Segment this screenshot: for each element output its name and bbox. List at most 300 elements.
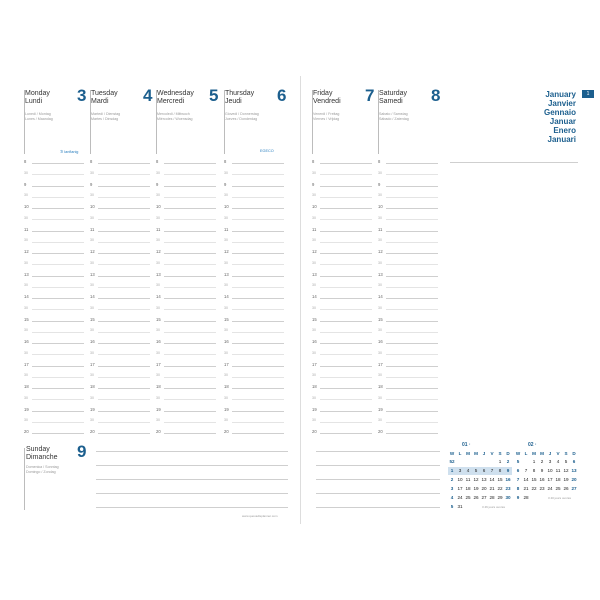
hour-label: 8 xyxy=(378,159,381,164)
calendar-day[interactable]: 8 xyxy=(516,486,520,491)
notes-line[interactable] xyxy=(316,465,440,466)
calendar-day[interactable]: 4 xyxy=(464,467,472,475)
hour-label: 8 xyxy=(90,159,93,164)
half-hour-mark: 30 xyxy=(312,193,316,197)
calendar-day[interactable]: 28 xyxy=(523,495,529,500)
calendar-day[interactable]: 28 xyxy=(489,495,495,500)
hour-label: 13 xyxy=(312,271,317,277)
hour-line xyxy=(164,433,216,434)
hour-line xyxy=(32,186,84,187)
calendar-day[interactable]: 15 xyxy=(531,477,537,482)
hour-line xyxy=(164,231,216,232)
calendar-day[interactable]: 24 xyxy=(547,486,553,491)
calendar-day[interactable]: 24 xyxy=(457,495,463,500)
half-hour-line xyxy=(98,377,150,378)
sunday-line[interactable] xyxy=(96,465,288,466)
half-hour-mark: 30 xyxy=(90,395,94,400)
hour-line xyxy=(386,433,438,434)
hour-label: 8 xyxy=(156,159,159,164)
day-name-en: Tuesday xyxy=(91,90,118,97)
half-hour-line xyxy=(386,399,438,400)
calendar-day[interactable]: 19 xyxy=(473,486,479,491)
calendar-day[interactable]: 30 xyxy=(505,495,511,500)
day-name-en: Thursday xyxy=(225,90,255,97)
calendar-day[interactable]: 23 xyxy=(539,486,545,491)
half-hour-line xyxy=(32,174,84,175)
calendar-day[interactable]: 18 xyxy=(555,477,561,482)
hour-label: 19 xyxy=(156,406,161,412)
calendar-day[interactable]: 20 xyxy=(571,477,577,482)
day-sub1: Lunedi / Montag xyxy=(25,112,51,116)
hour-line xyxy=(320,163,372,164)
half-hour-mark: 30 xyxy=(224,170,228,175)
hour-line xyxy=(164,298,216,299)
notes-line[interactable] xyxy=(316,507,440,508)
half-hour-mark: 30 xyxy=(90,350,94,355)
half-hour-line xyxy=(232,287,284,288)
calendar-day[interactable]: 10 xyxy=(457,477,463,482)
day-name-en: Saturday xyxy=(379,90,408,97)
half-hour-line xyxy=(32,399,84,400)
calendar-day[interactable]: 6 xyxy=(572,459,576,464)
hour-line xyxy=(232,321,284,322)
half-hour-mark: 30 xyxy=(24,215,28,220)
hour-label: 14 xyxy=(378,294,383,299)
hour-label: 18 xyxy=(224,384,229,389)
sunday-rule xyxy=(24,448,25,510)
hour-label: 20 xyxy=(24,429,29,434)
sunday-line[interactable] xyxy=(96,451,288,452)
half-hour-line xyxy=(386,377,438,378)
half-hour-line xyxy=(232,422,284,423)
half-hour-mark: 30 xyxy=(378,395,382,400)
hour-label: 12 xyxy=(312,249,317,254)
half-hour-mark: 30 xyxy=(90,373,94,377)
half-hour-line xyxy=(386,332,438,333)
sunday-sub xyxy=(26,465,59,475)
hour-label: 17 xyxy=(24,361,29,367)
half-hour-line xyxy=(164,377,216,378)
calendar-day[interactable]: 9 xyxy=(516,495,520,500)
half-hour-mark: 30 xyxy=(312,395,316,400)
half-hour-mark: 30 xyxy=(378,418,382,422)
calendar-day[interactable]: 14 xyxy=(523,477,529,482)
day-sub2: Jueves / Donderdag xyxy=(225,117,258,121)
day-sub2: Martes / Dinsdag xyxy=(91,117,119,121)
calendar-head: M xyxy=(532,451,536,456)
half-hour-mark: 30 xyxy=(312,260,316,265)
calendar-head: S xyxy=(498,451,502,456)
hour-label: 15 xyxy=(24,316,29,322)
sunday-name-fr: Dimanche xyxy=(26,454,58,461)
hour-label: 17 xyxy=(312,361,317,367)
half-hour-line xyxy=(98,242,150,243)
half-hour-line xyxy=(320,264,372,265)
day-sub xyxy=(25,112,53,122)
hour-line xyxy=(32,298,84,299)
day-note: ℬ Ianﬂanig xyxy=(60,150,79,154)
half-hour-line xyxy=(386,219,438,220)
calendar-day[interactable]: 22 xyxy=(531,486,537,491)
hour-line xyxy=(232,276,284,277)
hour-label: 12 xyxy=(224,249,229,254)
calendar-day[interactable]: 3 xyxy=(548,459,552,464)
hour-line xyxy=(164,343,216,344)
calendar-day[interactable]: 17 xyxy=(457,486,463,491)
hour-line xyxy=(164,208,216,209)
half-hour-mark: 30 xyxy=(90,418,94,422)
calendar-day[interactable]: 20 xyxy=(481,486,487,491)
calendar-day[interactable]: 3 xyxy=(456,467,464,475)
calendar-day[interactable]: 52 xyxy=(449,459,455,464)
calendar-day[interactable]: 4 xyxy=(556,459,560,464)
half-hour-line xyxy=(32,354,84,355)
hour-label: 17 xyxy=(378,361,383,367)
calendar-day[interactable]: 2 xyxy=(540,459,544,464)
half-hour-line xyxy=(232,354,284,355)
day-number: 4 xyxy=(143,86,153,105)
calendar-day[interactable]: 11 xyxy=(465,477,471,482)
half-hour-mark: 30 xyxy=(156,193,160,197)
half-hour-mark: 30 xyxy=(378,283,382,287)
hour-label: 20 xyxy=(224,429,229,434)
half-hour-mark: 30 xyxy=(90,193,94,197)
hour-line xyxy=(320,186,372,187)
calendar-day[interactable]: 26 xyxy=(473,495,479,500)
calendar-day[interactable]: 5 xyxy=(472,467,480,475)
hour-line xyxy=(320,411,372,412)
hour-line xyxy=(320,276,372,277)
month-names xyxy=(544,90,576,144)
calendar-day[interactable]: 11 xyxy=(555,468,561,473)
calendar-day[interactable]: 17 xyxy=(547,477,553,482)
calendar-day[interactable]: 21 xyxy=(489,486,495,491)
calendar-head: J xyxy=(482,451,486,456)
hour-line xyxy=(32,208,84,209)
calendar-day[interactable]: 25 xyxy=(555,486,561,491)
calendar-day[interactable]: 13 xyxy=(571,468,577,473)
half-hour-mark: 30 xyxy=(312,373,316,377)
calendar-footnote: 3 40 jours ouvrés xyxy=(548,496,572,500)
hour-label: 14 xyxy=(224,294,229,299)
calendar-day[interactable]: 7 xyxy=(488,467,496,475)
hour-label: 10 xyxy=(378,204,383,209)
half-hour-line xyxy=(232,332,284,333)
day-sub xyxy=(379,112,409,122)
hour-label: 17 xyxy=(224,361,229,367)
calendar-day[interactable]: 26 xyxy=(563,486,569,491)
half-hour-line xyxy=(320,332,372,333)
hour-line xyxy=(98,321,150,322)
half-hour-mark: 30 xyxy=(378,215,382,220)
day-name-fr: Mardi xyxy=(91,98,109,105)
day-sub xyxy=(313,112,339,122)
half-hour-line xyxy=(232,242,284,243)
hour-label: 19 xyxy=(378,406,383,412)
half-hour-line xyxy=(98,309,150,310)
hour-label: 10 xyxy=(224,204,229,209)
calendar-day[interactable]: 6 xyxy=(516,468,520,473)
hour-line xyxy=(232,298,284,299)
half-hour-line xyxy=(320,377,372,378)
calendar-day[interactable]: 5 xyxy=(564,459,568,464)
calendar-day[interactable]: 9 xyxy=(540,468,544,473)
sunday-name-en: Sunday xyxy=(26,446,50,453)
half-hour-mark: 30 xyxy=(90,238,94,242)
calendar-day[interactable]: 22 xyxy=(497,486,503,491)
calendar-day[interactable]: 1 xyxy=(532,459,536,464)
half-hour-mark: 30 xyxy=(90,170,94,175)
half-hour-line xyxy=(98,422,150,423)
calendar-day[interactable]: 23 xyxy=(505,486,511,491)
calendar-day[interactable]: 7 xyxy=(516,477,520,482)
month-tab: 1 xyxy=(582,90,594,98)
day-name xyxy=(25,90,50,106)
sunday-number: 9 xyxy=(77,442,87,461)
hour-line xyxy=(32,321,84,322)
notes-line[interactable] xyxy=(316,451,440,452)
hour-label: 8 xyxy=(312,159,315,164)
calendar-head: V xyxy=(490,451,494,456)
calendar-day[interactable]: 5 xyxy=(450,504,454,509)
calendar-day[interactable]: 19 xyxy=(563,477,569,482)
hour-label: 15 xyxy=(90,316,95,322)
hour-line xyxy=(98,343,150,344)
half-hour-line xyxy=(320,287,372,288)
half-hour-mark: 30 xyxy=(224,238,228,242)
half-hour-mark: 30 xyxy=(378,305,382,310)
calendar-head: M xyxy=(474,451,478,456)
calendar-day[interactable]: 27 xyxy=(571,486,577,491)
half-hour-mark: 30 xyxy=(312,305,316,310)
hour-line xyxy=(320,253,372,254)
hour-label: 9 xyxy=(24,181,27,187)
day-name-fr: Mercredi xyxy=(157,98,185,105)
day-number: 5 xyxy=(209,86,219,105)
half-hour-mark: 30 xyxy=(224,283,228,287)
hour-label: 18 xyxy=(156,384,161,389)
hour-line xyxy=(320,321,372,322)
day-number: 8 xyxy=(431,86,441,105)
day-sub1: Mercoledi / Mittwoch xyxy=(157,112,190,116)
hour-label: 17 xyxy=(156,361,161,367)
hour-label: 20 xyxy=(312,429,317,434)
calendar-day[interactable]: 25 xyxy=(465,495,471,500)
hour-label: 19 xyxy=(312,406,317,412)
hour-line xyxy=(164,366,216,367)
half-hour-line xyxy=(32,377,84,378)
half-hour-mark: 30 xyxy=(156,215,160,220)
calendar-day[interactable]: 12 xyxy=(473,477,479,482)
hour-label: 11 xyxy=(90,226,95,232)
hour-label: 13 xyxy=(90,271,95,277)
half-hour-line xyxy=(164,309,216,310)
calendar-day[interactable]: 29 xyxy=(497,495,503,500)
day-header-rule xyxy=(156,90,157,154)
calendar-day[interactable]: 2 xyxy=(506,459,510,464)
half-hour-mark: 30 xyxy=(156,170,160,175)
half-hour-line xyxy=(32,197,84,198)
calendar-day[interactable]: 1 xyxy=(498,459,502,464)
calendar-day[interactable]: 1 xyxy=(448,467,456,475)
day-header-rule xyxy=(90,90,91,154)
half-hour-line xyxy=(98,197,150,198)
sunday-line[interactable] xyxy=(96,493,288,494)
hour-line xyxy=(320,231,372,232)
hour-label: 20 xyxy=(378,429,383,434)
half-hour-line xyxy=(164,242,216,243)
calendar-day[interactable]: 14 xyxy=(489,477,495,482)
day-header-rule xyxy=(24,90,25,154)
half-hour-mark: 30 xyxy=(224,418,228,422)
hour-line xyxy=(386,163,438,164)
half-hour-line xyxy=(320,422,372,423)
notes-line[interactable] xyxy=(316,493,440,494)
calendar-head: S xyxy=(564,451,568,456)
month-name-it: Gennaio xyxy=(543,108,576,117)
half-hour-line xyxy=(98,219,150,220)
hour-line xyxy=(164,388,216,389)
calendar-day[interactable]: 16 xyxy=(505,477,511,482)
half-hour-mark: 30 xyxy=(156,305,160,310)
hour-line xyxy=(98,411,150,412)
hour-label: 16 xyxy=(224,339,229,344)
calendar-day[interactable]: 15 xyxy=(497,477,503,482)
half-hour-mark: 30 xyxy=(24,373,28,377)
day-number: 7 xyxy=(365,86,375,105)
day-name-en: Friday xyxy=(313,90,333,97)
half-hour-mark: 30 xyxy=(378,373,382,377)
half-hour-mark: 30 xyxy=(378,350,382,355)
calendar-day[interactable]: 4 xyxy=(450,495,454,500)
hour-label: 15 xyxy=(156,316,161,322)
hour-label: 9 xyxy=(312,181,315,187)
calendar-head: D xyxy=(572,451,576,456)
calendar-day[interactable]: 12 xyxy=(563,468,569,473)
month-name-nl: Januari xyxy=(547,135,576,144)
calendar-day[interactable]: 27 xyxy=(481,495,487,500)
half-hour-mark: 30 xyxy=(24,305,28,310)
half-hour-line xyxy=(98,264,150,265)
half-hour-line xyxy=(98,174,150,175)
hour-label: 14 xyxy=(312,294,317,299)
calendar-day[interactable]: 16 xyxy=(539,477,545,482)
half-hour-line xyxy=(320,219,372,220)
calendar-day[interactable]: 18 xyxy=(465,486,471,491)
hour-label: 8 xyxy=(224,159,227,164)
day-number: 6 xyxy=(277,86,287,105)
calendar-day[interactable]: 7 xyxy=(524,468,528,473)
half-hour-line xyxy=(164,332,216,333)
hour-line xyxy=(98,208,150,209)
half-hour-mark: 30 xyxy=(24,418,28,422)
calendar-footnote: 3 46 jours ouvrés xyxy=(482,505,506,509)
hour-line xyxy=(232,186,284,187)
calendar-day[interactable]: 9 xyxy=(504,467,512,475)
half-hour-mark: 30 xyxy=(90,328,94,332)
hour-label: 20 xyxy=(90,429,95,434)
calendar-day[interactable]: 21 xyxy=(523,486,529,491)
hour-label: 11 xyxy=(224,226,229,232)
calendar-day[interactable]: 2 xyxy=(450,477,454,482)
half-hour-mark: 30 xyxy=(378,170,382,175)
half-hour-mark: 30 xyxy=(224,373,228,377)
half-hour-mark: 30 xyxy=(378,328,382,332)
calendar-head: M xyxy=(540,451,544,456)
hour-label: 13 xyxy=(378,271,383,277)
calendar-head: W xyxy=(515,451,521,456)
half-hour-mark: 30 xyxy=(90,305,94,310)
half-hour-line xyxy=(32,309,84,310)
hour-line xyxy=(232,231,284,232)
calendar-day[interactable]: 8 xyxy=(496,467,504,475)
half-hour-line xyxy=(386,242,438,243)
half-hour-mark: 30 xyxy=(24,328,28,332)
hour-label: 18 xyxy=(90,384,95,389)
half-hour-line xyxy=(232,377,284,378)
month-name-en: January xyxy=(545,90,576,99)
half-hour-line xyxy=(320,197,372,198)
day-sub1: Giovedi / Donnerstag xyxy=(225,112,259,116)
calendar-day[interactable]: 8 xyxy=(532,468,536,473)
month-name-fr: Janvier xyxy=(547,99,576,108)
hour-label: 11 xyxy=(378,226,383,232)
half-hour-line xyxy=(164,174,216,175)
hour-line xyxy=(98,433,150,434)
hour-label: 9 xyxy=(378,181,381,187)
hour-label: 11 xyxy=(24,226,29,232)
calendar-head: V xyxy=(556,451,560,456)
half-hour-line xyxy=(320,399,372,400)
calendar-day[interactable]: 31 xyxy=(457,504,463,509)
calendar-day[interactable]: 6 xyxy=(480,467,488,475)
hour-label: 13 xyxy=(156,271,161,277)
day-sub xyxy=(157,112,193,122)
hour-label: 16 xyxy=(378,339,383,344)
footer-url: www.quovadisplanner.com xyxy=(242,514,278,518)
sunday-line[interactable] xyxy=(96,507,288,508)
notes-line[interactable] xyxy=(316,479,440,480)
half-hour-mark: 30 xyxy=(156,350,160,355)
half-hour-line xyxy=(164,354,216,355)
half-hour-mark: 30 xyxy=(90,260,94,265)
day-sub xyxy=(91,112,120,122)
hour-line xyxy=(32,231,84,232)
half-hour-line xyxy=(232,174,284,175)
half-hour-line xyxy=(386,174,438,175)
half-hour-line xyxy=(232,219,284,220)
hour-label: 18 xyxy=(24,384,29,389)
half-hour-line xyxy=(164,399,216,400)
half-hour-line xyxy=(98,354,150,355)
sunday-line[interactable] xyxy=(96,479,288,480)
hour-line xyxy=(386,208,438,209)
hour-line xyxy=(232,433,284,434)
half-hour-line xyxy=(98,332,150,333)
hour-line xyxy=(386,411,438,412)
hour-line xyxy=(32,276,84,277)
calendar-day[interactable]: 13 xyxy=(481,477,487,482)
hour-line xyxy=(386,231,438,232)
calendar-day[interactable]: 3 xyxy=(450,486,454,491)
calendar-day[interactable]: 10 xyxy=(547,468,553,473)
hour-label: 19 xyxy=(224,406,229,412)
day-name xyxy=(379,90,407,106)
half-hour-mark: 30 xyxy=(156,238,160,242)
day-note: EGECO xyxy=(260,149,274,153)
calendar-day[interactable]: 5 xyxy=(516,459,520,464)
hour-line xyxy=(164,253,216,254)
